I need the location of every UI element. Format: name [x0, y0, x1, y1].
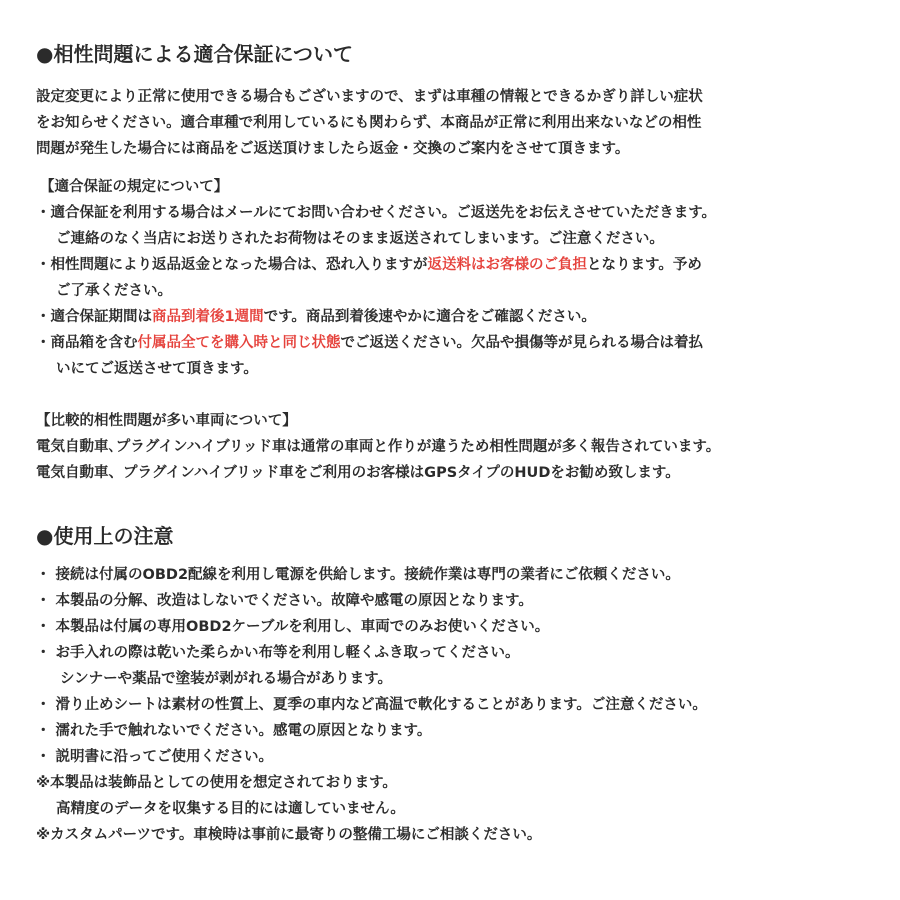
list-item: ・ 本製品は付属の専用OBD2ケーブルを利用し、車両でのみお使いください。: [36, 619, 550, 635]
rule-3-text: ・適合保証期間は: [36, 309, 152, 325]
compat-line: 電気自動車、プラグインハイブリッド車をご利用のお客様はGPSタイプのHUDをお勧め致します。: [36, 465, 680, 481]
rule-3: [36, 304, 886, 330]
rule-2-text-end: となります。予め: [587, 257, 702, 273]
rule-4-text: ・商品箱を含む: [36, 335, 138, 351]
list-item: ・ 説明書に沿ってご使用ください。: [36, 749, 274, 765]
intro-paragraph: [36, 84, 886, 162]
rule-4: [36, 330, 886, 356]
return-shipping-highlight: 返送料はお客様のご負担: [427, 257, 587, 273]
compatibility-guarantee-heading: ●相性問題による適合保証について: [36, 42, 354, 66]
intro-line: をお知らせください。適合車種で利用しているにも関わらず、本商品が正常に利用出来ないなどの相性: [36, 115, 702, 131]
compatibility-vehicles: [36, 408, 886, 486]
rule-1-continued: ご連絡のなく当店にお送りされたお荷物はそのまま返送されてしまいます。ご注意ください。: [56, 231, 664, 247]
usage-precautions-list: [36, 562, 886, 848]
rules-title: 【適合保証の規定について】: [40, 179, 229, 195]
intro-line: 設定変更により正常に使用できる場合もございますので、まずは車種の情報とできるかぎり詳しい症状: [36, 89, 703, 105]
list-item: ・ 本製品の分解、改造はしないでください。故障や感電の原因となります。: [36, 593, 533, 609]
rule-1: ・適合保証を利用する場合はメールにてお問い合わせください。ご返送先をお伝えさせていただきます。: [36, 205, 717, 221]
rule-4-text-end: でご返送ください。欠品や損傷等が見られる場合は着払: [340, 335, 703, 351]
rule-2-text: ・相性問題により返品返金となった場合は、恐れ入りますが: [36, 257, 428, 273]
intro-line: 問題が発生した場合には商品をご返送頂けましたら返金・交換のご案内をさせて頂きます。: [36, 141, 630, 157]
guarantee-rules: [36, 174, 886, 382]
original-condition-highlight: 付属品全てを購入時と同じ状態: [137, 335, 341, 351]
note-item: ※カスタムパーツです。車検時は事前に最寄りの整備工場にご相談ください。: [36, 827, 542, 843]
guarantee-period-highlight: 商品到着後1週間: [152, 309, 264, 325]
list-item: ・ お手入れの際は乾いた柔らかい布等を利用し軽くふき取ってください。: [36, 645, 520, 661]
rule-2-continued: ご了承ください。: [56, 283, 172, 299]
compat-title: 【比較的相性問題が多い車両について】: [36, 413, 297, 429]
list-item: ・ 濡れた手で触れないでください。感電の原因となります。: [36, 723, 432, 739]
list-item-continued: シンナーや薬品で塗装が剥がれる場合があります。: [60, 671, 392, 687]
list-item: ・ 滑り止めシートは素材の性質上、夏季の車内など高温で軟化することがあります。ご注意ください。: [36, 697, 707, 713]
list-item: ・ 接続は付属のOBD2配線を利用し電源を供給します。接続作業は専門の業者にご依頼ください。: [36, 567, 680, 583]
note-item-continued: 高精度のデータを収集する目的には適していません。: [56, 801, 405, 817]
rule-2: [36, 252, 886, 278]
note-item: ※本製品は装飾品としての使用を想定されております。: [36, 775, 397, 791]
rule-3-text-end: です。商品到着後速やかに適合をご確認ください。: [263, 309, 596, 325]
usage-precautions-heading: ●使用上の注意: [36, 524, 174, 548]
rule-4-continued: いにてご返送させて頂きます。: [56, 361, 258, 377]
compat-line: 電気自動車､プラグインハイブリッド車は通常の車両と作りが違うため相性問題が多く報告されています。: [36, 439, 721, 455]
